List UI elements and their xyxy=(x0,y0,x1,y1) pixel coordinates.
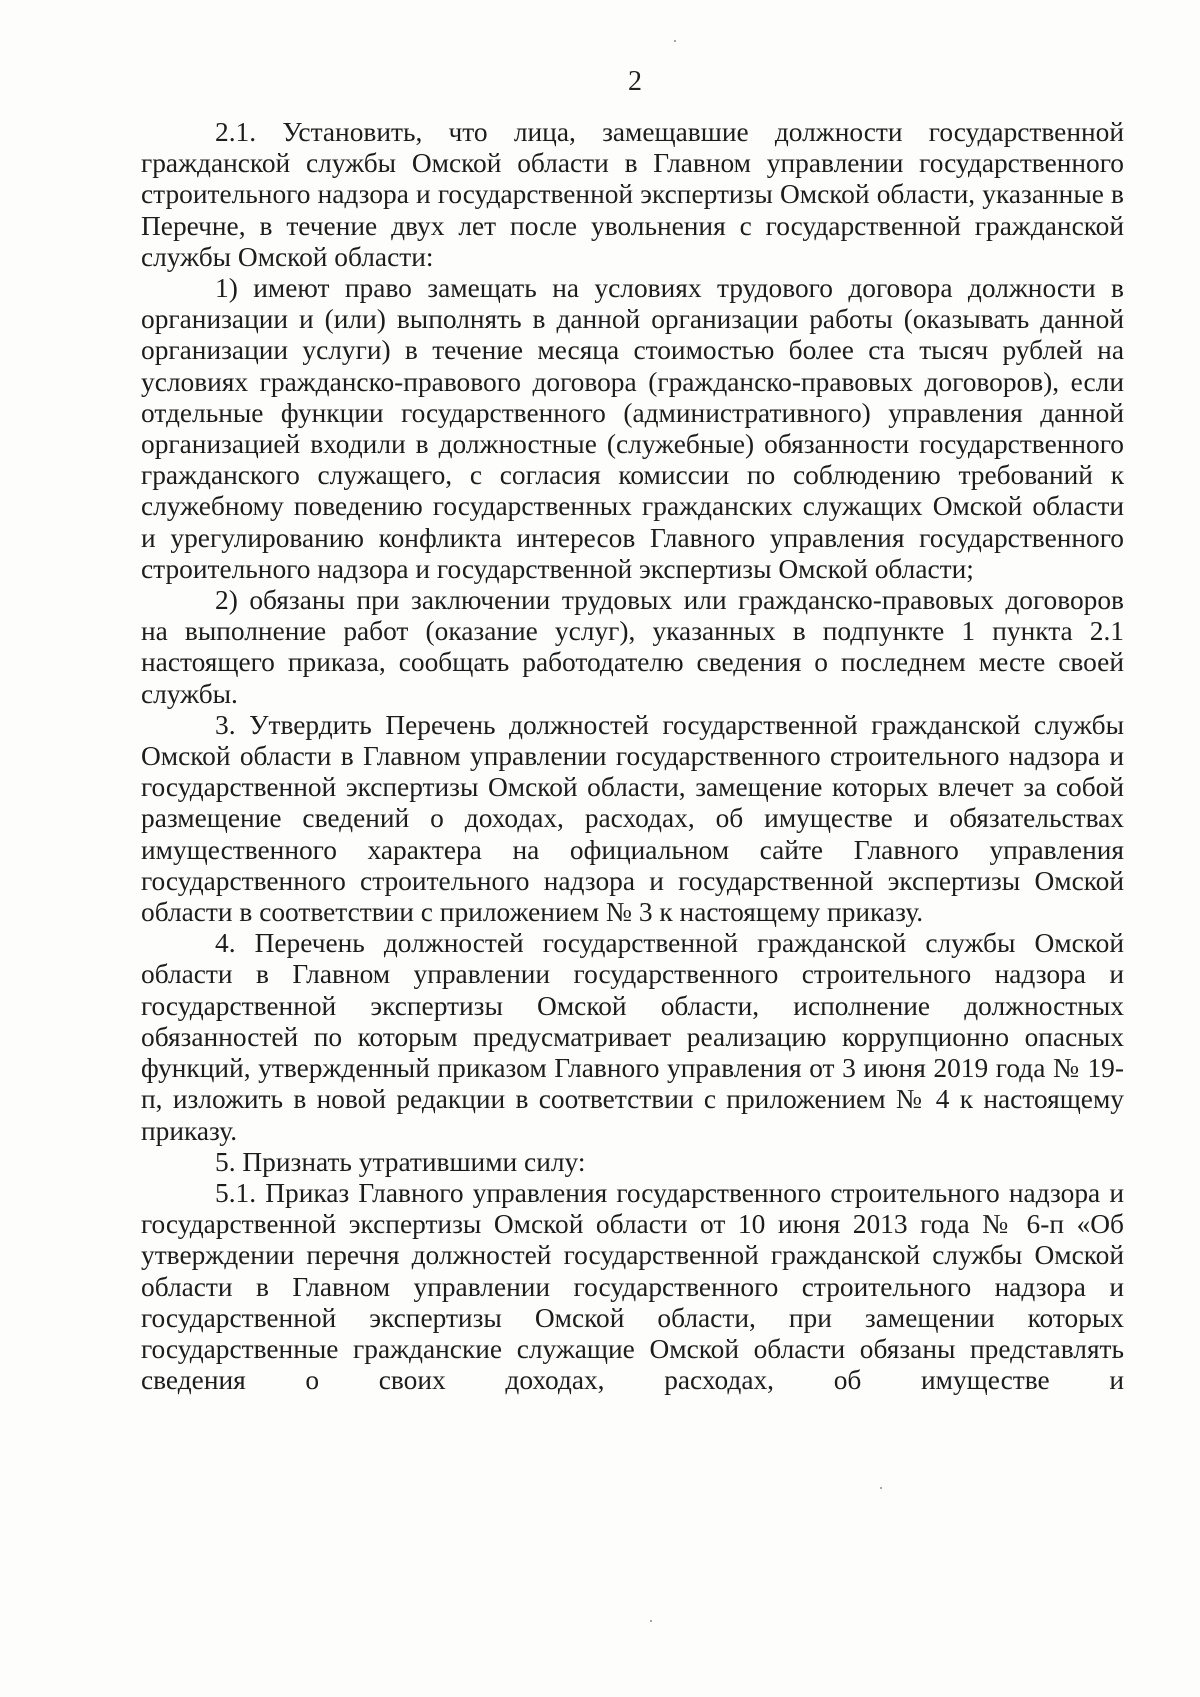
paragraph-5-1: 5.1. Приказ Главного управления государственного строительного надзора и государственной экспертизы Омской области от 10 июня 2013 года № 6-п «Об утверждении перечня должностей государственной гражданской службы Омской области в Главном управлении государственного строительного надзора и государственной экспертизы Омской области, при замещении которых государственные гражданские служащие Омской области обязаны представлять сведения о своих доходах, расходах, об имуществе и xyxy=(141,1177,1124,1396)
scan-speck xyxy=(674,40,676,42)
paragraph-5: 5. Признать утратившими силу: xyxy=(215,1146,586,1177)
scan-speck xyxy=(880,1487,882,1489)
paragraph-2-1-item-1: 1) имеют право замещать на условиях трудового договора должности в организации и (или) выполнять в данной организации работы (оказывать данной организации услуги) в течение месяца стоимостью более ста тысяч рублей на условиях гражданско-правового договора (гражданско-правовых договоров), если отдельные функции государственного (административного) управления данной организацией входили в должностные (служебные) обязанности государственного гражданского служащего, с согласия комиссии по соблюдению требований к служебному поведению государственных гражданских служащих Омской области и урегулированию конфликта интересов Главного управления государственного строительного надзора и государственной экспертизы Омской области; xyxy=(141,273,1124,584)
document-body xyxy=(141,117,1124,1396)
page-number: 2 xyxy=(628,66,642,97)
paragraph-2-1: 2.1. Установить, что лица, замещавшие должности государственной гражданской службы Омской области в Главном управлении государственного строительного надзора и государственной экспертизы Омской области, указанные в Перечне, в течение двух лет после увольнения с государственной гражданской службы Омской области: xyxy=(141,117,1124,272)
paragraph-4: 4. Перечень должностей государственной гражданской службы Омской области в Главном управлении государственного строительного надзора и государственной экспертизы Омской области, исполнение должностных обязанностей по которым предусматривает реализацию коррупционно опасных функций, утвержденный приказом Главного управления от 3 июня 2019 года № 19-п, изложить в новой редакции в соответствии с приложением № 4 к настоящему приказу. xyxy=(141,928,1124,1146)
paragraph-3: 3. Утвердить Перечень должностей государственной гражданской службы Омской области в Главном управлении государственного строительного надзора и государственной экспертизы Омской области, замещение которых влечет за собой размещение сведений о доходах, расходах, об имуществе и обязательствах имущественного характера на официальном сайте Главного управления государственного строительного надзора и государственной экспертизы Омской области в соответствии с приложением № 3 к настоящему приказу. xyxy=(141,709,1124,928)
scan-speck xyxy=(650,1620,652,1622)
paragraph-2-1-item-2: 2) обязаны при заключении трудовых или гражданско-правовых договоров на выполнение работ (оказание услуг), указанных в подпункте 1 пункта 2.1 настоящего приказа, сообщать работодателю сведения о последнем месте своей службы. xyxy=(141,585,1124,709)
